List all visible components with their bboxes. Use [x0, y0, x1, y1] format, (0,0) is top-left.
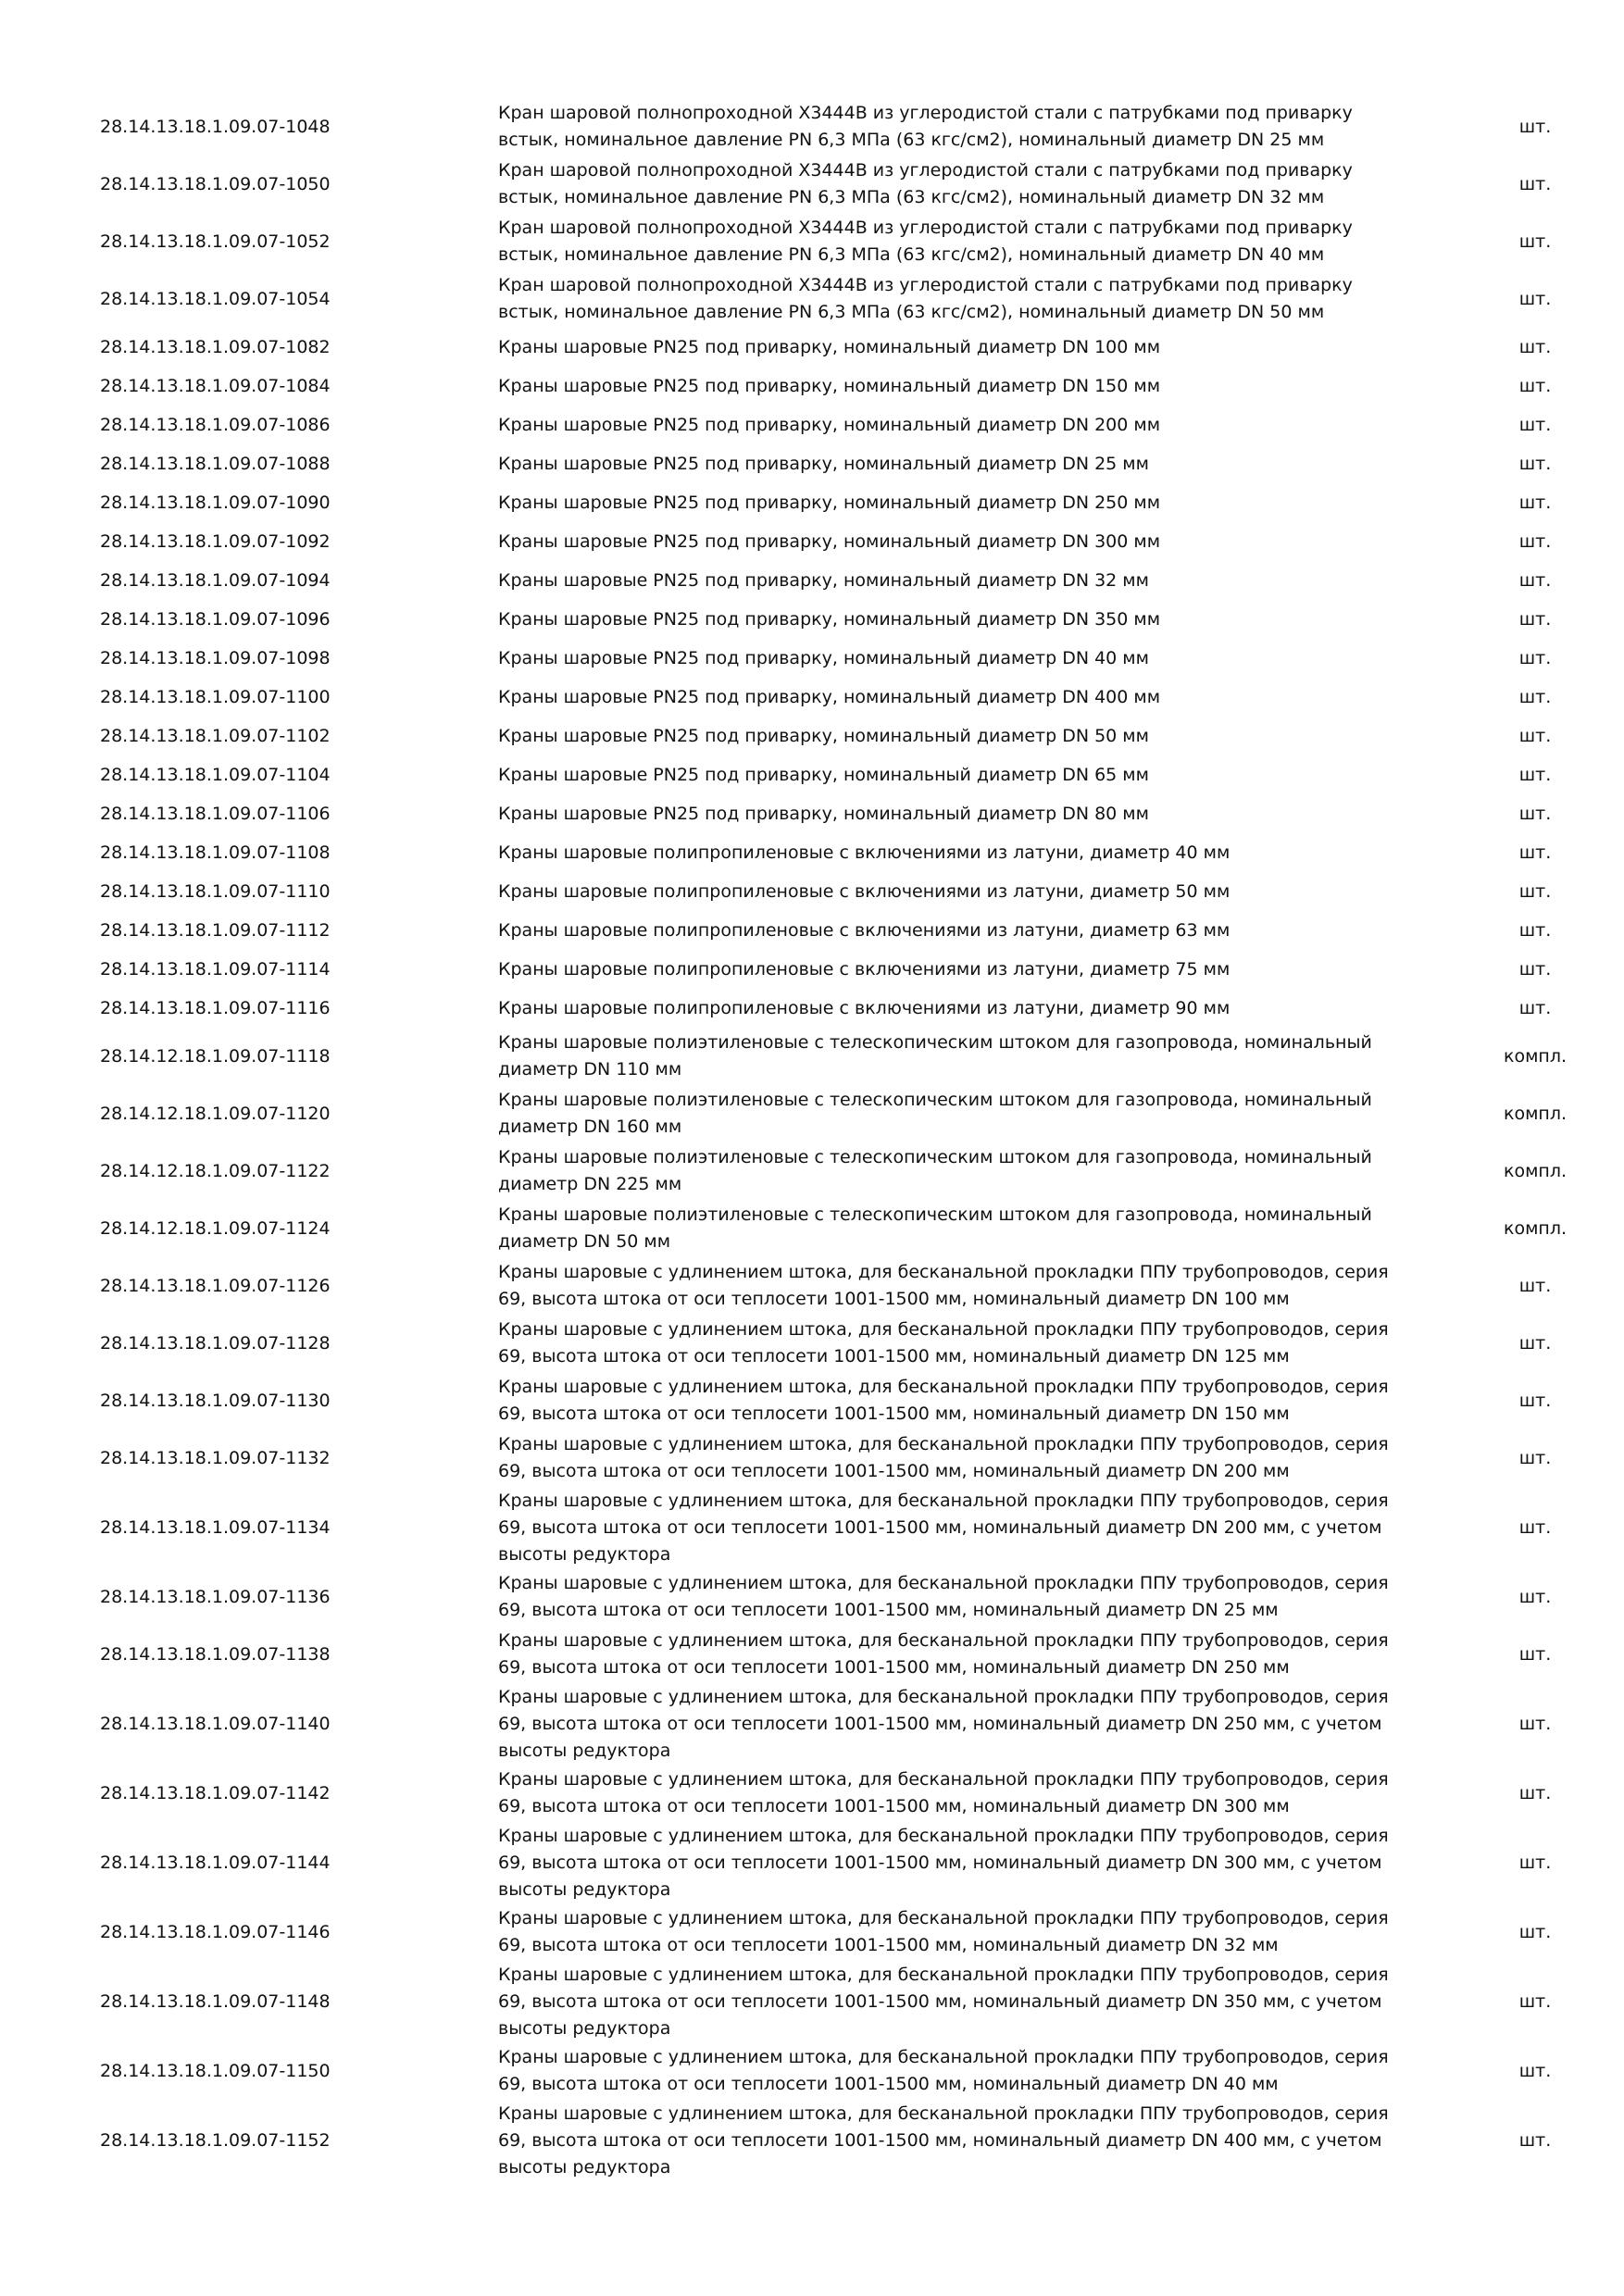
table-row	[93, 328, 1600, 367]
resource-name-cell	[498, 561, 1470, 600]
resource-unit: шт.	[1518, 530, 1552, 552]
table-row	[93, 270, 1600, 328]
resource-name: Краны шаровые с удлинением штока, для бесканальной прокладки ППУ трубопроводов, серия 69, высота штока от оси теплосети 1001-1500 мм, номинальный диаметр DN 40 мм	[498, 2047, 1389, 2094]
resource-unit: шт.	[1518, 414, 1552, 435]
resource-name: Краны шаровые полиэтиленовые с телескопическим штоком для газопровода, номинальный диаметр DN 225 мм	[498, 1147, 1372, 1194]
resource-unit: шт.	[1518, 1990, 1552, 2012]
table-row	[93, 872, 1600, 911]
resource-name: Краны шаровые PN25 под приварку, номинальный диаметр DN 100 мм	[498, 336, 1161, 357]
resource-name: Краны шаровые с удлинением штока, для бесканальной прокладки ППУ трубопроводов, серия 69, высота штока от оси теплосети 1001-1500 мм, номинальный диаметр DN 350 мм, с учетом высоты редуктора	[498, 1964, 1389, 2039]
resource-unit: шт.	[1518, 231, 1552, 252]
resource-name-cell	[498, 2100, 1470, 2181]
table-row	[93, 1683, 1600, 1765]
resource-unit: шт.	[1518, 1643, 1552, 1665]
table-row	[93, 717, 1600, 755]
resource-name: Краны шаровые PN25 под приварку, номинальный диаметр DN 350 мм	[498, 608, 1161, 630]
resource-code: 28.14.13.18.1.09.07-1132	[100, 1447, 331, 1468]
table-row	[93, 678, 1600, 717]
resource-name-cell	[498, 1085, 1470, 1142]
table-row	[93, 1765, 1600, 1822]
resource-unit: компл.	[1503, 1103, 1568, 1124]
resource-code: 28.14.13.18.1.09.07-1110	[100, 880, 331, 902]
resource-code: 28.14.13.18.1.09.07-1148	[100, 1990, 331, 2012]
table-row	[93, 1568, 1600, 1626]
table-row	[93, 98, 1600, 156]
resource-name-cell	[498, 1568, 1470, 1626]
resource-name-cell	[498, 639, 1470, 678]
resource-name: Краны шаровые с удлинением штока, для бесканальной прокладки ППУ трубопроводов, серия 69, высота штока от оси теплосети 1001-1500 мм, номинальный диаметр DN 100 мм	[498, 1262, 1389, 1309]
resource-code: 28.14.13.18.1.09.07-1084	[100, 375, 331, 396]
resource-unit: шт.	[1518, 1447, 1552, 1468]
resource-name-cell	[498, 270, 1470, 328]
resource-code: 28.14.13.18.1.09.07-1130	[100, 1390, 331, 1411]
resource-unit: шт.	[1518, 1713, 1552, 1734]
table-row	[93, 755, 1600, 794]
resource-name: Краны шаровые полипропиленовые с включениями из латуни, диаметр 40 мм	[498, 842, 1230, 863]
resource-code: 28.14.13.18.1.09.07-1146	[100, 1921, 331, 1942]
resource-name: Краны шаровые с удлинением штока, для бесканальной прокладки ППУ трубопроводов, серия 69, высота штока от оси теплосети 1001-1500 мм, номинальный диаметр DN 32 мм	[498, 1908, 1389, 1955]
resource-unit: шт.	[1518, 958, 1552, 980]
resource-unit: шт.	[1518, 842, 1552, 863]
table-row	[93, 833, 1600, 872]
resource-code: 28.14.13.18.1.09.07-1134	[100, 1516, 331, 1538]
resource-unit: шт.	[1518, 336, 1552, 357]
resource-code: 28.14.12.18.1.09.07-1124	[100, 1217, 331, 1239]
resource-code: 28.14.13.18.1.09.07-1116	[100, 997, 331, 1018]
resource-name: Краны шаровые PN25 под приварку, номинальный диаметр DN 25 мм	[498, 453, 1149, 474]
resource-code: 28.14.13.18.1.09.07-1088	[100, 453, 331, 474]
resource-code: 28.14.13.18.1.09.07-1114	[100, 958, 331, 980]
resource-code: 28.14.13.18.1.09.07-1142	[100, 1782, 331, 1803]
resource-name-cell	[498, 444, 1470, 483]
resource-name-cell	[498, 911, 1470, 950]
resource-code: 28.14.12.18.1.09.07-1122	[100, 1160, 331, 1181]
resource-unit: шт.	[1518, 647, 1552, 668]
resource-name-cell	[498, 1200, 1470, 1257]
resource-name-cell	[498, 989, 1470, 1028]
resource-name: Краны шаровые полиэтиленовые с телескопическим штоком для газопровода, номинальный диаметр DN 110 мм	[498, 1032, 1372, 1079]
resource-name: Краны шаровые полипропиленовые с включениями из латуни, диаметр 75 мм	[498, 958, 1230, 980]
resource-code: 28.14.13.18.1.09.07-1128	[100, 1332, 331, 1354]
resource-name: Краны шаровые PN25 под приварку, номинальный диаметр DN 150 мм	[498, 375, 1161, 396]
table-row	[93, 2100, 1600, 2181]
resource-name: Краны шаровые PN25 под приварку, номинальный диаметр DN 50 мм	[498, 725, 1149, 746]
resource-name-cell	[498, 406, 1470, 444]
table-row	[93, 1961, 1600, 2042]
table-row	[93, 444, 1600, 483]
resource-name: Краны шаровые с удлинением штока, для бесканальной прокладки ППУ трубопроводов, серия 69, высота штока от оси теплосети 1001-1500 мм, номинальный диаметр DN 250 мм, с учетом высоты редуктора	[498, 1686, 1389, 1761]
resource-name-cell	[498, 950, 1470, 989]
resource-code: 28.14.13.18.1.09.07-1126	[100, 1275, 331, 1296]
resource-name: Краны шаровые с удлинением штока, для бесканальной прокладки ППУ трубопроводов, серия 69, высота штока от оси теплосети 1001-1500 мм, номинальный диаметр DN 125 мм	[498, 1319, 1389, 1366]
resource-code: 28.14.13.18.1.09.07-1144	[100, 1852, 331, 1873]
resource-unit: шт.	[1518, 1275, 1552, 1296]
table-row	[93, 1487, 1600, 1568]
resource-unit: шт.	[1518, 2060, 1552, 2081]
resource-name: Краны шаровые PN25 под приварку, номинальный диаметр DN 300 мм	[498, 530, 1161, 552]
resource-name: Краны шаровые с удлинением штока, для бесканальной прокладки ППУ трубопроводов, серия 69, высота штока от оси теплосети 1001-1500 мм, номинальный диаметр DN 25 мм	[498, 1573, 1389, 1620]
resource-name-cell	[498, 1028, 1470, 1085]
resource-code: 28.14.13.18.1.09.07-1096	[100, 608, 331, 630]
resource-name: Краны шаровые PN25 под приварку, номинальный диаметр DN 80 мм	[498, 803, 1149, 824]
table-row	[93, 1822, 1600, 1903]
resource-code: 28.14.13.18.1.09.07-1092	[100, 530, 331, 552]
resource-code: 28.14.13.18.1.09.07-1140	[100, 1713, 331, 1734]
resource-name: Краны шаровые с удлинением штока, для бесканальной прокладки ППУ трубопроводов, серия 69, высота штока от оси теплосети 1001-1500 мм, номинальный диаметр DN 300 мм	[498, 1769, 1389, 1816]
table-row	[93, 1315, 1600, 1372]
resource-unit: шт.	[1518, 803, 1552, 824]
resource-unit: шт.	[1518, 288, 1552, 309]
resource-name: Краны шаровые PN25 под приварку, номинальный диаметр DN 32 мм	[498, 569, 1149, 591]
resource-name: Краны шаровые с удлинением штока, для бесканальной прокладки ППУ трубопроводов, серия 69, высота штока от оси теплосети 1001-1500 мм, номинальный диаметр DN 150 мм	[498, 1377, 1389, 1424]
resource-name-cell	[498, 1961, 1470, 2042]
resource-name: Краны шаровые полипропиленовые с включениями из латуни, диаметр 50 мм	[498, 880, 1230, 902]
resource-unit: шт.	[1518, 1921, 1552, 1942]
resource-name: Краны шаровые PN25 под приварку, номинальный диаметр DN 400 мм	[498, 686, 1161, 707]
resource-unit: шт.	[1518, 569, 1552, 591]
resource-unit: шт.	[1518, 997, 1552, 1018]
resource-unit: шт.	[1518, 1390, 1552, 1411]
resource-unit: шт.	[1518, 173, 1552, 194]
table-row	[93, 1257, 1600, 1315]
resource-table-body	[93, 98, 1600, 2181]
table-row	[93, 1200, 1600, 1257]
resource-code: 28.14.13.18.1.09.07-1050	[100, 173, 331, 194]
table-row	[93, 522, 1600, 561]
resource-name-cell	[498, 1372, 1470, 1429]
resource-unit: компл.	[1503, 1217, 1568, 1239]
resource-unit: шт.	[1518, 725, 1552, 746]
resource-name: Краны шаровые полиэтиленовые с телескопическим штоком для газопровода, номинальный диаметр DN 50 мм	[498, 1204, 1372, 1252]
resource-unit: компл.	[1503, 1160, 1568, 1181]
resource-name-cell	[498, 678, 1470, 717]
resource-code: 28.14.13.18.1.09.07-1102	[100, 725, 331, 746]
resource-name: Краны шаровые полипропиленовые с включениями из латуни, диаметр 90 мм	[498, 997, 1230, 1018]
resource-name-cell	[498, 1822, 1470, 1903]
table-row	[93, 213, 1600, 270]
table-row	[93, 600, 1600, 639]
resource-name-cell	[498, 1257, 1470, 1315]
table-row	[93, 1429, 1600, 1487]
resource-unit: шт.	[1518, 2129, 1552, 2151]
table-row	[93, 794, 1600, 833]
resource-name-cell	[498, 1429, 1470, 1487]
table-row	[93, 639, 1600, 678]
resource-name-cell	[498, 1626, 1470, 1683]
table-row	[93, 1903, 1600, 1961]
resource-code: 28.14.13.18.1.09.07-1054	[100, 288, 331, 309]
resource-name-cell	[498, 1903, 1470, 1961]
resource-name-cell	[498, 755, 1470, 794]
resource-unit: шт.	[1518, 492, 1552, 513]
resource-name-cell	[498, 1683, 1470, 1765]
resource-name: Краны шаровые PN25 под приварку, номинальный диаметр DN 250 мм	[498, 492, 1161, 513]
table-row	[93, 367, 1600, 406]
resource-name: Краны шаровые PN25 под приварку, номинальный диаметр DN 200 мм	[498, 414, 1161, 435]
resource-unit: шт.	[1518, 1332, 1552, 1354]
resource-code: 28.14.13.18.1.09.07-1090	[100, 492, 331, 513]
resource-name: Кран шаровой полнопроходной Х3444В из углеродистой стали с патрубками под приварку встык, номинальное давление PN 6,3 МПа (63 кгс/см2), номинальный диаметр DN 50 мм	[498, 275, 1353, 322]
resource-name-cell	[498, 833, 1470, 872]
resource-unit: шт.	[1518, 1782, 1552, 1803]
resource-name-cell	[498, 1765, 1470, 1822]
resource-code: 28.14.12.18.1.09.07-1120	[100, 1103, 331, 1124]
table-row	[93, 406, 1600, 444]
table-row	[93, 1626, 1600, 1683]
resource-name-cell	[498, 600, 1470, 639]
table-row	[93, 950, 1600, 989]
resource-code: 28.14.13.18.1.09.07-1098	[100, 647, 331, 668]
resource-name: Краны шаровые с удлинением штока, для бесканальной прокладки ППУ трубопроводов, серия 69, высота штока от оси теплосети 1001-1500 мм, номинальный диаметр DN 250 мм	[498, 1630, 1389, 1678]
resource-name: Краны шаровые PN25 под приварку, номинальный диаметр DN 40 мм	[498, 647, 1149, 668]
resource-name-cell	[498, 1487, 1470, 1568]
resource-code: 28.14.13.18.1.09.07-1136	[100, 1586, 331, 1607]
resource-unit: шт.	[1518, 919, 1552, 941]
resource-name: Краны шаровые с удлинением штока, для бесканальной прокладки ППУ трубопроводов, серия 69, высота штока от оси теплосети 1001-1500 мм, номинальный диаметр DN 400 мм, с учетом высоты редуктора	[498, 2103, 1389, 2177]
table-row	[93, 1142, 1600, 1200]
resource-unit: шт.	[1518, 1516, 1552, 1538]
table-row	[93, 2042, 1600, 2100]
resource-code: 28.14.13.18.1.09.07-1152	[100, 2129, 331, 2151]
resource-unit: шт.	[1518, 453, 1552, 474]
resource-code: 28.14.13.18.1.09.07-1104	[100, 764, 331, 785]
resource-code: 28.14.13.18.1.09.07-1108	[100, 842, 331, 863]
resource-unit: шт.	[1518, 1852, 1552, 1873]
table-row	[93, 1085, 1600, 1142]
resource-name-cell	[498, 2042, 1470, 2100]
table-row	[93, 911, 1600, 950]
resource-name-cell	[498, 98, 1470, 156]
resource-unit: шт.	[1518, 1586, 1552, 1607]
resource-code: 28.14.13.18.1.09.07-1048	[100, 116, 331, 137]
resource-name: Краны шаровые с удлинением штока, для бесканальной прокладки ППУ трубопроводов, серия 69, высота штока от оси теплосети 1001-1500 мм, номинальный диаметр DN 200 мм	[498, 1434, 1389, 1481]
table-row	[93, 1372, 1600, 1429]
resource-table	[93, 98, 1600, 2181]
resource-name-cell	[498, 717, 1470, 755]
resource-code: 28.14.13.18.1.09.07-1138	[100, 1643, 331, 1665]
resource-name: Кран шаровой полнопроходной Х3444В из углеродистой стали с патрубками под приварку встык, номинальное давление PN 6,3 МПа (63 кгс/см2), номинальный диаметр DN 25 мм	[498, 103, 1353, 150]
resource-name: Кран шаровой полнопроходной Х3444В из углеродистой стали с патрубками под приварку встык, номинальное давление PN 6,3 МПа (63 кгс/см2), номинальный диаметр DN 32 мм	[498, 160, 1353, 207]
resource-unit: шт.	[1518, 375, 1552, 396]
table-row	[93, 483, 1600, 522]
resource-name: Краны шаровые полипропиленовые с включениями из латуни, диаметр 63 мм	[498, 919, 1230, 941]
table-row	[93, 561, 1600, 600]
table-row	[93, 989, 1600, 1028]
table-row	[93, 1028, 1600, 1085]
resource-name-cell	[498, 1315, 1470, 1372]
resource-unit: шт.	[1518, 764, 1552, 785]
resource-name-cell	[498, 483, 1470, 522]
resource-code: 28.14.13.18.1.09.07-1086	[100, 414, 331, 435]
resource-name-cell	[498, 1142, 1470, 1200]
resource-name-cell	[498, 156, 1470, 213]
resource-code: 28.14.13.18.1.09.07-1106	[100, 803, 331, 824]
table-row	[93, 156, 1600, 213]
resource-code: 28.14.13.18.1.09.07-1052	[100, 231, 331, 252]
resource-code: 28.14.13.18.1.09.07-1112	[100, 919, 331, 941]
resource-code: 28.14.13.18.1.09.07-1150	[100, 2060, 331, 2081]
resource-unit: шт.	[1518, 880, 1552, 902]
resource-name-cell	[498, 367, 1470, 406]
resource-name-cell	[498, 213, 1470, 270]
resource-name-cell	[498, 794, 1470, 833]
resource-unit: компл.	[1503, 1045, 1568, 1067]
resource-name-cell	[498, 328, 1470, 367]
resource-name-cell	[498, 522, 1470, 561]
resource-name: Кран шаровой полнопроходной Х3444В из углеродистой стали с патрубками под приварку встык, номинальное давление PN 6,3 МПа (63 кгс/см2), номинальный диаметр DN 40 мм	[498, 218, 1353, 265]
resource-name-cell	[498, 872, 1470, 911]
resource-unit: шт.	[1518, 608, 1552, 630]
resource-code: 28.14.13.18.1.09.07-1100	[100, 686, 331, 707]
resource-name: Краны шаровые полиэтиленовые с телескопическим штоком для газопровода, номинальный диаметр DN 160 мм	[498, 1090, 1372, 1137]
resource-code: 28.14.13.18.1.09.07-1094	[100, 569, 331, 591]
resource-code: 28.14.12.18.1.09.07-1118	[100, 1045, 331, 1067]
resource-unit: шт.	[1518, 686, 1552, 707]
resource-unit: шт.	[1518, 116, 1552, 137]
resource-name: Краны шаровые с удлинением штока, для бесканальной прокладки ППУ трубопроводов, серия 69, высота штока от оси теплосети 1001-1500 мм, номинальный диаметр DN 300 мм, с учетом высоты редуктора	[498, 1825, 1389, 1900]
resource-name: Краны шаровые PN25 под приварку, номинальный диаметр DN 65 мм	[498, 764, 1149, 785]
resource-code: 28.14.13.18.1.09.07-1082	[100, 336, 331, 357]
resource-name: Краны шаровые с удлинением штока, для бесканальной прокладки ППУ трубопроводов, серия 69, высота штока от оси теплосети 1001-1500 мм, номинальный диаметр DN 200 мм, с учетом высоты редуктора	[498, 1490, 1389, 1565]
